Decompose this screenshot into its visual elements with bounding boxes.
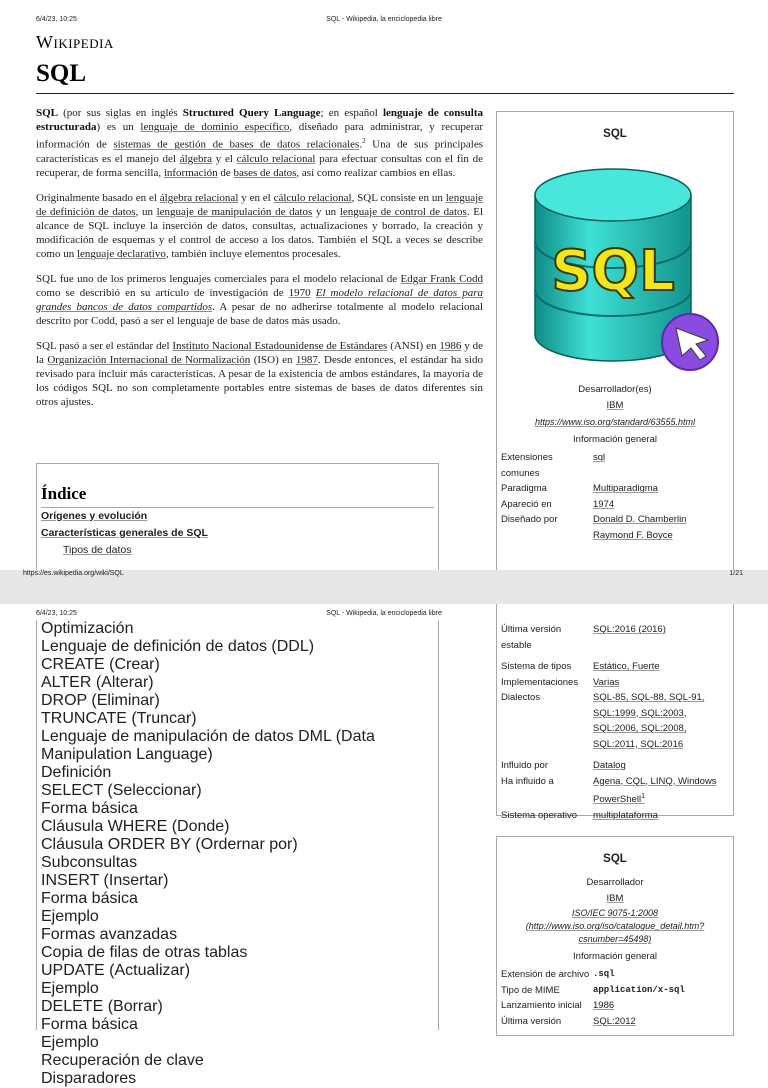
sql-logo-text: SQL [551, 239, 675, 304]
link-algebra[interactable]: álgebra [179, 153, 213, 166]
pdf-footer [0, 570, 768, 582]
page-title: SQL [36, 60, 87, 87]
infobox-row-label: Extensiones comunes [501, 452, 553, 479]
toc-item-ejemplo[interactable] [41, 980, 434, 998]
infobox-row-value[interactable]: Donald D. Chamberlin [593, 514, 687, 525]
print-date: 6/4/23, 10:25 [36, 16, 77, 23]
infobox-row-value[interactable]: sql [593, 452, 606, 463]
toc-item-formas-avanzadas[interactable] [41, 926, 434, 944]
infobox-row-value[interactable]: multiplataforma [593, 809, 658, 821]
table-of-contents-continued [36, 620, 439, 1087]
infobox-row-label: Sistema operativo [501, 809, 578, 821]
print-date: 6/4/23, 10:25 [36, 610, 77, 617]
toc-item-ejemplo[interactable] [41, 1034, 434, 1052]
toc-item-definicion[interactable] [41, 764, 434, 782]
infobox-row-value[interactable]: SQL:2016 (2016) [593, 624, 666, 635]
infobox-row-label: Tipo de MIME [501, 984, 560, 996]
infobox2-developer-label: Desarrollador [586, 877, 644, 888]
toc-item-forma-basica[interactable] [41, 1016, 434, 1034]
infobox-row-aparecio-en [497, 497, 733, 513]
link-codd[interactable]: Edgar Frank Codd [400, 272, 483, 285]
toc-item-label: Tipos de datos [63, 544, 132, 556]
infobox-sql [496, 111, 734, 581]
toc-item-disparadores[interactable] [41, 1070, 434, 1088]
link-rdbms[interactable]: sistemas de gestión de bases de datos relacionales [113, 139, 360, 152]
toc-item-subconsultas[interactable] [41, 854, 434, 872]
toc-heading: Índice [41, 484, 434, 508]
toc-item-label: Lenguaje de definición de datos (DDL) [41, 638, 315, 655]
infobox-title: SQL [603, 128, 627, 140]
infobox-row-disenado-por [497, 512, 733, 528]
infobox-row-label: Ha influido a [501, 775, 554, 787]
print-title: SQL - Wikipedia, la enciclopedia libre [326, 16, 442, 23]
infobox-row-label: Lanzamiento inicial [501, 1000, 582, 1011]
toc-item-label: Ejemplo [41, 980, 99, 997]
infobox-row-extension-de-archivo [497, 967, 733, 983]
link-ddl[interactable]: lenguaje de definición de datos [36, 191, 484, 218]
ref-1[interactable]: 1 [641, 793, 645, 800]
infobox-row-label: Influido por [501, 760, 549, 771]
toc-item-lenguaje-de-manipulacion-de-datos-dml-data-manipulation-language[interactable] [41, 728, 434, 764]
infobox-row-value[interactable]: SQL-85, SQL-88, SQL-91, SQL:1999, SQL:2003, SQL:2006, SQL:2008, SQL:2011, SQL:2016 [593, 692, 705, 750]
link-dml[interactable]: lenguaje de manipulación de datos [156, 205, 313, 218]
infobox-row-value[interactable]: Datalog [593, 760, 626, 771]
toc-item-label: Cláusula ORDER BY (Ordernar por) [41, 836, 298, 853]
infobox-row-sistema-de-tipos [497, 659, 733, 675]
toc-item-label: Forma básica [41, 1016, 138, 1033]
toc-item-ejemplo[interactable] [41, 908, 434, 926]
toc-item-label: INSERT (Insertar) [41, 872, 169, 889]
link-ansi[interactable]: Instituto Nacional Estadounidense de Estándares [172, 339, 388, 352]
infobox-row-lanzamiento-inicial [497, 998, 733, 1014]
infobox-row-dialectos [497, 690, 733, 752]
toc-item-caracteristicas-generales-de-sql[interactable] [41, 525, 434, 542]
toc-item-drop-eliminar[interactable] [41, 692, 434, 710]
infobox-row-ultima-version [497, 1014, 733, 1030]
link-declarativo[interactable]: lenguaje declarativo [76, 248, 166, 261]
toc-item-label: UPDATE (Actualizar) [41, 962, 191, 979]
link-iso[interactable]: Organización Internacional de Normalización [47, 353, 251, 366]
print-page-number: 1/21 [729, 570, 743, 577]
infobox-row-influido-por [497, 758, 733, 774]
infobox-row-ha-influido-a [497, 774, 733, 808]
toc-item-delete-borrar[interactable] [41, 998, 434, 1016]
link-1987[interactable]: 1987 [295, 353, 318, 366]
infobox-row-label [501, 528, 593, 544]
infobox-row-paradigma [497, 481, 733, 497]
toc-item-label: Cláusula WHERE (Donde) [41, 818, 230, 835]
infobox-sql-format [496, 836, 734, 1036]
infobox2-developer-link[interactable]: IBM [606, 893, 624, 904]
print-title: SQL - Wikipedia, la enciclopedia libre [326, 610, 442, 617]
toc-item-label: Formas avanzadas [41, 926, 178, 943]
toc-item-label: DELETE (Borrar) [41, 998, 163, 1015]
toc-item-label: ALTER (Alterar) [41, 674, 154, 691]
pdf-header [0, 12, 768, 26]
toc-item-select-seleccionar[interactable] [41, 782, 434, 800]
toc-item-tipos-de-datos[interactable] [63, 542, 434, 559]
article-body [36, 106, 483, 420]
page-separator [0, 570, 768, 608]
developer-url-link[interactable]: https://www.iso.org/standard/63555.html [534, 417, 696, 427]
print-url: https://es.wikipedia.org/wiki/SQL [23, 570, 124, 577]
infobox-row-value[interactable]: Raymond F. Boyce [593, 529, 673, 541]
infobox-row-value[interactable]: 1974 [593, 498, 615, 510]
link-1986[interactable]: 1986 [439, 339, 462, 352]
toc-item-copia-de-filas-de-otras-tablas[interactable] [41, 944, 434, 962]
toc-item-forma-basica[interactable] [41, 890, 434, 908]
infobox-row-label: Paradigma [501, 483, 547, 494]
infobox-row-sistema-operativo [497, 808, 733, 824]
toc-item-label: SELECT (Seleccionar) [41, 782, 202, 799]
toc-item-origenes-y-evolucion[interactable] [41, 508, 434, 525]
toc-item-lenguaje-de-definicion-de-datos-ddl[interactable] [41, 638, 434, 656]
title-divider [36, 93, 734, 94]
general-info-heading: Información general [573, 434, 657, 445]
infobox-row-value[interactable]: Multiparadigma [593, 483, 658, 494]
toc-item-label: Forma básica [41, 890, 138, 907]
toc-item-create-crear[interactable] [41, 656, 434, 674]
toc-item-label: TRUNCATE (Truncar) [41, 710, 197, 727]
link-dsl[interactable]: lenguaje de dominio específico [140, 121, 290, 134]
pdf-page-2 [0, 604, 768, 1087]
toc-item-label: Ejemplo [41, 1034, 99, 1051]
toc-item-alter-alterar[interactable] [41, 674, 434, 692]
developer-ibm-link[interactable]: IBM [606, 400, 624, 411]
toc-item-label: Subconsultas [41, 854, 138, 871]
infobox-row-value[interactable]: application/x-sql [593, 984, 685, 995]
infobox2-standard-link[interactable]: ISO/IEC 9075-1:2008 (http://www.iso.org/iso/catalogue_detail.htm?csnumber=45498) [525, 908, 705, 944]
infobox-row-tipo-de-mime [497, 983, 733, 999]
infobox2-general-info-heading: Información general [573, 951, 657, 962]
infobox-row-value[interactable]: 1986 [593, 1000, 615, 1011]
toc-item-label: Características generales de SQL [41, 527, 208, 539]
toc-item-label: Disparadores [41, 1070, 137, 1087]
toc-item-label: Ejemplo [41, 908, 99, 925]
infobox2-title: SQL [603, 853, 627, 865]
infobox-sql-continued [496, 604, 734, 821]
paragraph-intro: SQL (por sus siglas en inglés Structured Query Language; en español lenguaje de consulta estructurada) es un lenguaje de dominio específico, diseñado para administrar, y recuperar información de sistemas de gestión de bases de datos relacionales.$^2$ Una de sus principales características es el manejo del álgebra y el cálculo relacional para efectuar consultas con el fin de recuperar, de forma sencilla, información de bases de datos, así como realizar cambios en ellas. [36, 107, 483, 180]
infobox-row-extensiones-comunes [497, 450, 733, 481]
toc-item-truncate-truncar[interactable] [41, 710, 434, 728]
infobox-row-label: Implementaciones [501, 676, 579, 688]
infobox-row-implementaciones [497, 675, 733, 691]
toc-item-forma-basica[interactable] [41, 800, 434, 818]
infobox-row-ultima-version-estable [497, 622, 733, 653]
infobox-row-label: Diseñado por [501, 514, 558, 525]
toc-item-label: CREATE (Crear) [41, 656, 160, 673]
infobox-row-value[interactable]: SQL:2012 [593, 1015, 636, 1027]
link-bases-datos[interactable]: bases de datos [233, 167, 297, 180]
link-paper[interactable]: El modelo relacional de datos para grandes bancos de datos compartidos [36, 286, 483, 314]
toc-item-label: Lenguaje de manipulación de datos DML (Data Manipulation Language) [41, 728, 375, 763]
link-1970[interactable]: 1970 [288, 286, 311, 299]
toc-item-label: DROP (Eliminar) [41, 692, 160, 709]
toc-item-insert-insertar[interactable] [41, 872, 434, 890]
toc-item-label: Recuperación de clave [41, 1052, 204, 1069]
infobox-row-label: Apareció en [501, 498, 552, 510]
infobox-row-label: Última versión estable [501, 624, 562, 651]
toc-item-clausula-where-donde[interactable] [41, 818, 434, 836]
paragraph-standard: SQL pasó a ser el estándar del Instituto Nacional Estadounidense de Estándares (ANSI) en 1986 y de la Organización Internacional de Normalización (ISO) en 1987. Desde entonces, el estándar ha sido revisado para incluir más características. A pesar de la existencia de ambos estándares, la mayoría de los códigos SQL no son completamente portables entre sistemas de bases de datos diferentes sin otros ajustes. [36, 339, 483, 409]
toc-item-label: Optimización [41, 620, 134, 637]
infobox-row-continued [497, 528, 733, 544]
toc-item-update-actualizar[interactable] [41, 962, 434, 980]
infobox-row-label: Dialectos [501, 692, 541, 703]
toc-item-label: Definición [41, 764, 112, 781]
paragraph-history: SQL fue uno de los primeros lenguajes comerciales para el modelo relacional de Edgar Frank Codd como se describió en su artículo de investigación de 1970 El modelo relacional de datos para grandes bancos de datos compartidos. A pesar de no adherirse totalmente al modelo relacional descrito por Codd, pasó a ser el lenguaje de base de datos más usado. [36, 272, 483, 328]
toc-item-clausula-order-by-ordernar-por[interactable] [41, 836, 434, 854]
wikipedia-wordmark[interactable]: Wikipedia [36, 32, 114, 52]
infobox-row-value[interactable]: Estático, Fuerte [593, 661, 660, 672]
link-algebra-relacional[interactable]: álgebra relacional [159, 191, 239, 204]
ref-2[interactable]: 2 [362, 137, 366, 146]
table-of-contents [36, 463, 439, 573]
link-calculo[interactable]: cálculo relacional [236, 153, 316, 166]
link-dcl[interactable]: lenguaje de control de datos [339, 205, 467, 218]
sql-logo-icon [510, 150, 720, 372]
toc-item-label: Orígenes y evolución [41, 510, 148, 522]
link-calculo-relacional[interactable]: cálculo relacional [273, 191, 352, 204]
toc-item-label: Forma básica [41, 800, 138, 817]
paragraph-origin: Originalmente basado en el álgebra relacional y en el cálculo relacional, SQL consiste en un lenguaje de definición de datos, un lenguaje de manipulación de datos y un lenguaje de control de datos. El alcance de SQL incluye la inserción de datos, consultas, actualizaciones y borrado, la creación y modificación de esquemas y el control de acceso a los datos. También el SQL a veces se describe como un lenguaje declarativo, también incluye elementos procesales. [36, 191, 484, 261]
infobox-row-label: Sistema de tipos [501, 661, 572, 672]
toc-item-optimizacion[interactable] [41, 620, 434, 638]
toc-item-label: Copia de filas de otras tablas [41, 944, 248, 961]
developer-label: Desarrollador(es) [578, 384, 652, 395]
infobox-row-value[interactable]: Agena, CQL, LINQ, Windows PowerShell$^1$ [593, 775, 717, 806]
infobox-row-label: Última versión [501, 1015, 562, 1027]
infobox-row-value[interactable]: Varias [593, 676, 620, 688]
infobox-row-value[interactable]: .sql [593, 969, 615, 979]
link-informacion[interactable]: información [163, 167, 218, 180]
toc-item-recuperacion-de-clave[interactable] [41, 1052, 434, 1070]
infobox-row-label: Extensión de archivo [501, 969, 590, 980]
